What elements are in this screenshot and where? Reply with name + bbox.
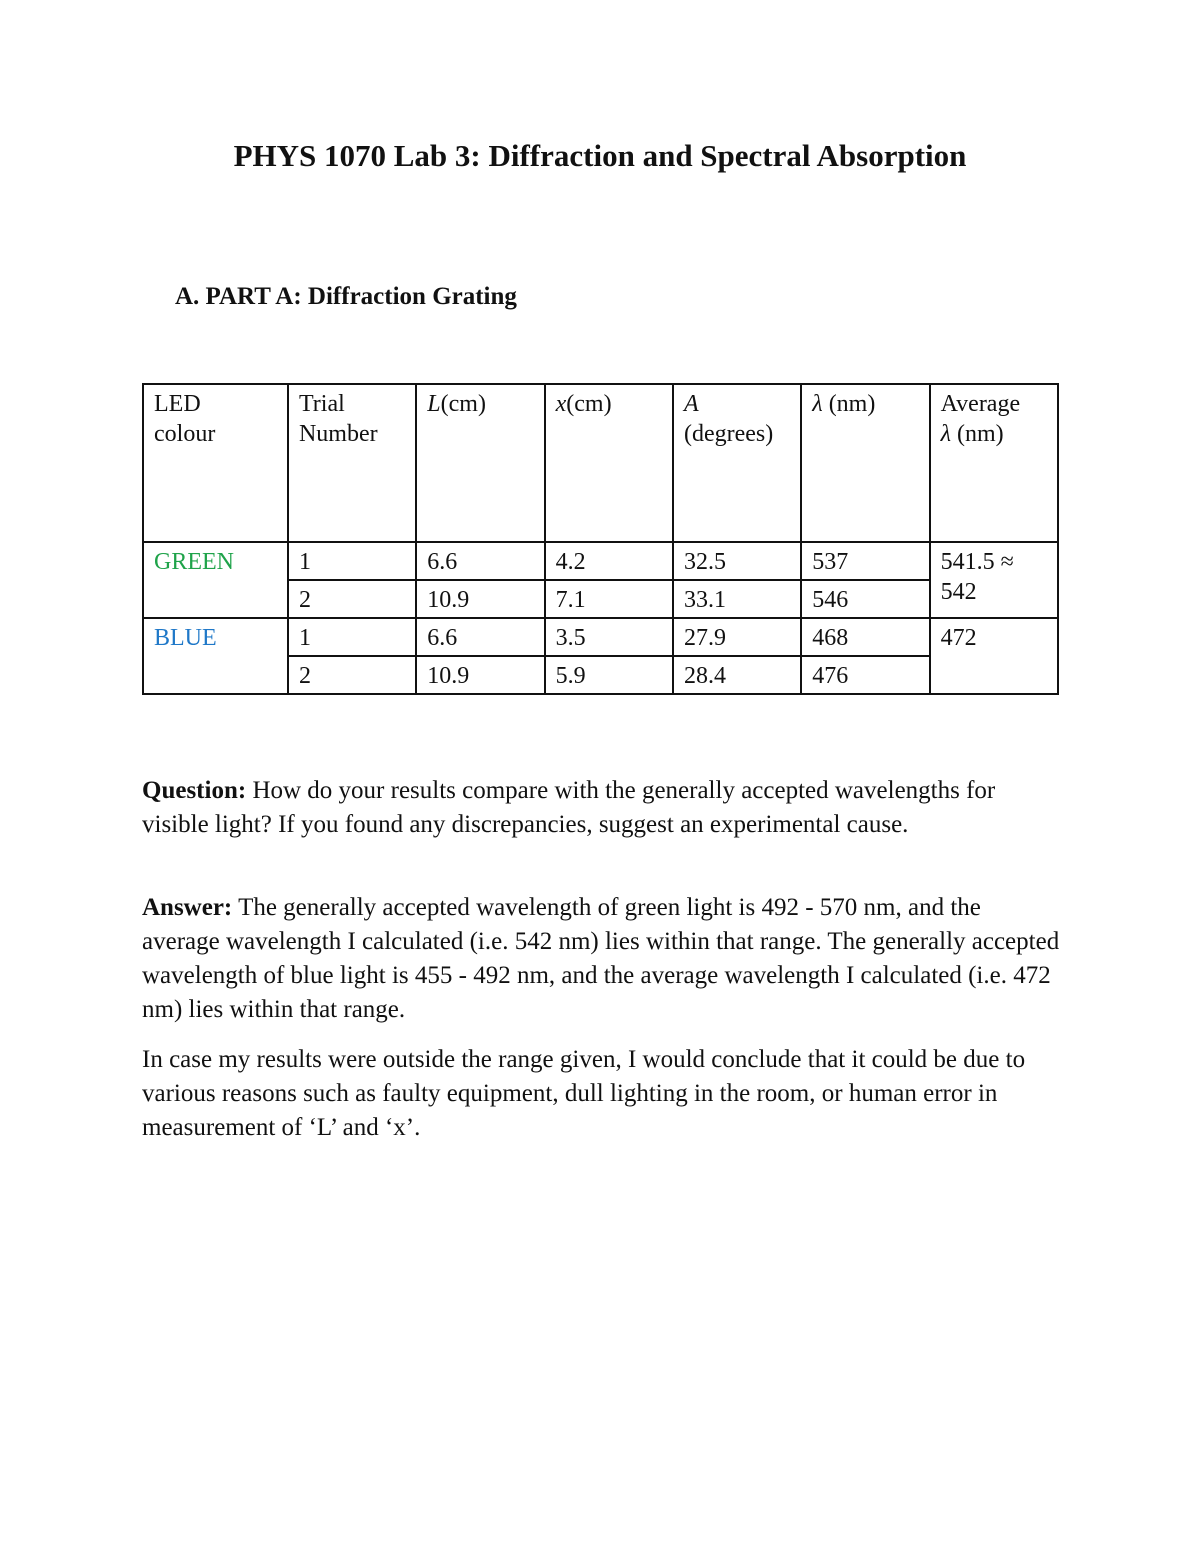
header-trial-number <box>288 384 416 542</box>
lambda-cell: 476 <box>801 656 929 694</box>
header-lambda-symbol: λ <box>812 391 823 417</box>
header-led-colour <box>143 384 288 542</box>
led-colour-cell: GREEN <box>143 542 288 618</box>
average-line2: 542 <box>940 579 977 605</box>
l-cell: 6.6 <box>416 618 544 656</box>
l-cell: 10.9 <box>416 656 544 694</box>
header-l-symbol: L <box>427 391 441 417</box>
trial-cell: 2 <box>288 656 416 694</box>
header-led-line1: LED <box>154 391 201 417</box>
diffraction-data-table <box>142 383 1059 695</box>
lambda-cell: 468 <box>801 618 929 656</box>
led-colour-cell: BLUE <box>143 618 288 694</box>
trial-cell: 1 <box>288 618 416 656</box>
answer-paragraph <box>142 891 1062 1027</box>
question-text: How do your results compare with the generally accepted wavelengths for visible light? If you found any discrepancies, suggest an experimental cause. <box>142 777 996 838</box>
header-trial-line1: Trial <box>298 391 345 417</box>
table-row <box>143 542 1058 580</box>
average-lambda-cell <box>930 618 1058 694</box>
l-cell: 10.9 <box>416 580 544 618</box>
header-l <box>416 384 544 542</box>
trial-cell: 2 <box>288 580 416 618</box>
header-avg-symbol: λ <box>940 421 952 447</box>
section-heading: A. PART A: Diffraction Grating <box>175 283 517 310</box>
trial-cell: 1 <box>288 542 416 580</box>
lambda-cell: 537 <box>801 542 929 580</box>
header-lambda <box>801 384 929 542</box>
header-a <box>673 384 801 542</box>
header-a-unit: (degrees) <box>683 421 774 447</box>
question-paragraph <box>142 774 1062 842</box>
answer-text: The generally accepted wavelength of green light is 492 - 570 nm, and the average wavelength I calculated (i.e. 542 nm) lies within that range. The generally accepted wavelength of blue light is 455 - 492 nm, and the average wavelength I calculated (i.e. 472 nm) lies within that range. <box>142 894 1060 1023</box>
table-row <box>143 618 1058 656</box>
lambda-cell: 546 <box>801 580 929 618</box>
average-line1: 472 <box>940 625 977 651</box>
question-label: Question: <box>142 777 247 804</box>
header-a-symbol: A <box>683 391 699 417</box>
x-cell: 5.9 <box>545 656 673 694</box>
header-x-unit: (cm) <box>566 391 612 417</box>
header-lambda-unit: (nm) <box>822 391 876 417</box>
a-cell: 28.4 <box>673 656 801 694</box>
x-cell: 7.1 <box>545 580 673 618</box>
header-avg-unit: (nm) <box>951 421 1004 447</box>
l-cell: 6.6 <box>416 542 544 580</box>
page-title: PHYS 1070 Lab 3: Diffraction and Spectral Absorption <box>233 138 967 173</box>
answer-label: Answer: <box>142 894 233 921</box>
header-trial-line2: Number <box>298 421 378 447</box>
a-cell: 27.9 <box>673 618 801 656</box>
header-average-lambda <box>930 384 1058 542</box>
header-l-unit: (cm) <box>440 391 486 417</box>
average-lambda-cell <box>930 542 1058 618</box>
average-line1: 541.5 ≈ <box>940 549 1014 575</box>
table-header-row <box>143 384 1058 542</box>
a-cell: 33.1 <box>673 580 801 618</box>
x-cell: 4.2 <box>545 542 673 580</box>
header-x <box>545 384 673 542</box>
header-avg-line1: Average <box>940 391 1021 417</box>
a-cell: 32.5 <box>673 542 801 580</box>
header-led-line2: colour <box>154 421 216 447</box>
header-x-symbol: x <box>555 391 567 417</box>
x-cell: 3.5 <box>545 618 673 656</box>
conclusion-paragraph: In case my results were outside the range given, I would conclude that it could be due to various reasons such as faulty equipment, dull lighting in the room, or human error in measurement of ‘L’ and ‘x’. <box>142 1046 1026 1141</box>
